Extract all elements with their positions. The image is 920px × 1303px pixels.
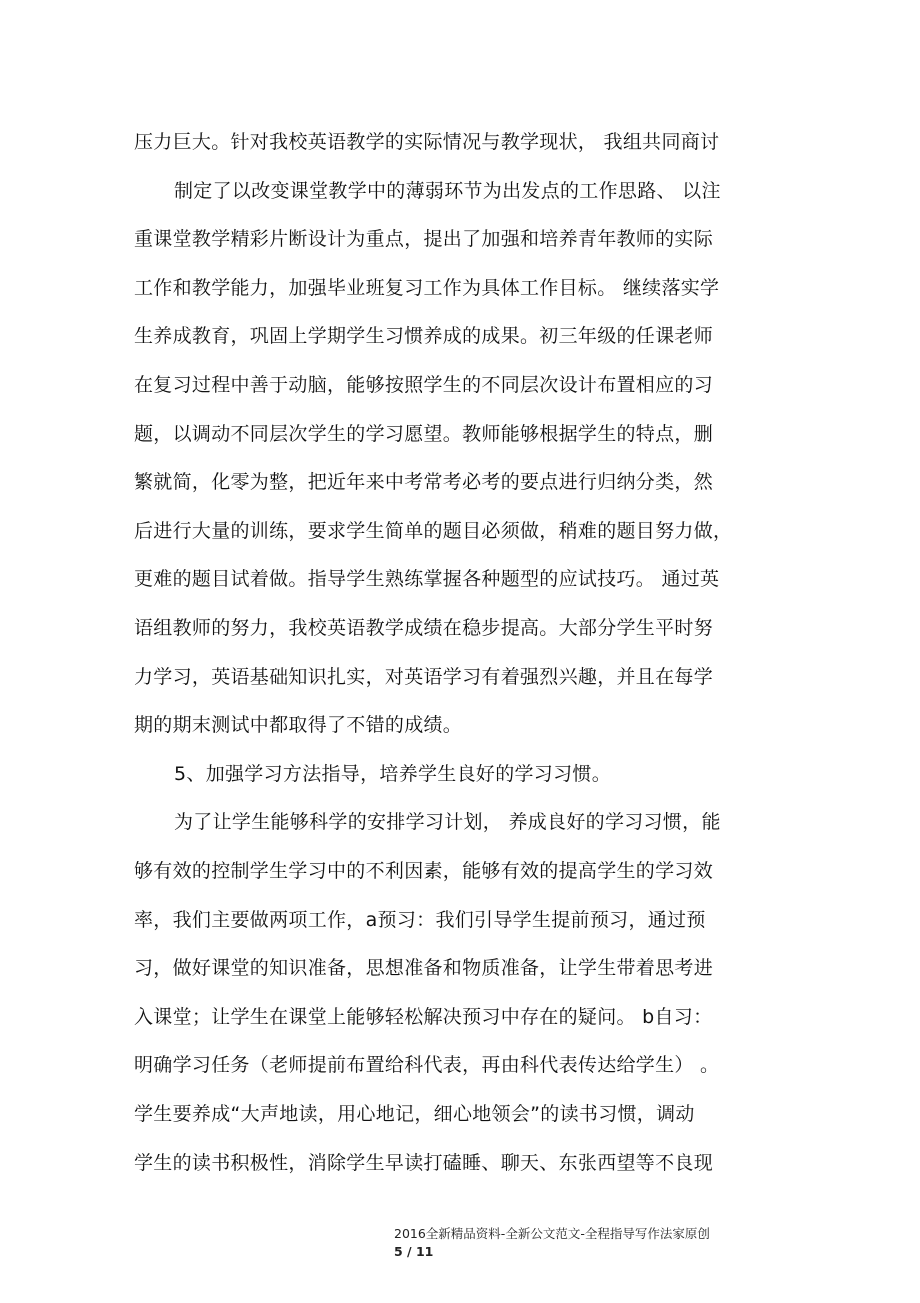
footer-source: 2016全新精品资料-全新公文范文-全程指导写作法家原创 <box>394 1226 710 1241</box>
text-line: 5、加强学习方法指导，培养学生良好的学习习惯。 <box>174 762 611 785</box>
text-line: 制定了以改变课堂教学中的薄弱环节为出发点的工作思路、 以注 <box>174 179 721 202</box>
text-line: 在复习过程中善于动脑，能够按照学生的不同层次设计布置相应的习 <box>134 374 714 396</box>
text-line: 后进行大量的训练，要求学生简单的题目必须做，稍难的题目努力做， <box>134 519 733 542</box>
text-line: 生养成教育，巩固上学期学生习惯养成的成果。初三年级的任课老师 <box>134 325 714 348</box>
text-line: 力学习，英语基础知识扎实，对英语学习有着强烈兴趣，并且在每学 <box>134 665 714 688</box>
text-line: 语组教师的努力，我校英语教学成绩在稳步提高。大部分学生平时努 <box>134 617 714 639</box>
text-line: 工作和教学能力，加强毕业班复习工作为具体工作目标。 继续落实学 <box>134 276 720 299</box>
text-line: 期的期末测试中都取得了不错的成绩。 <box>134 714 463 737</box>
text-line: 重课堂教学精彩片断设计为重点，提出了加强和培养青年教师的实际 <box>134 228 714 251</box>
text-line: 入课堂；让学生在课堂上能够轻松解决预习中存在的疑问。 b自习： <box>134 1005 713 1028</box>
text-line: 更难的题目试着做。指导学生熟练掌握各种题型的应试技巧。 通过英 <box>134 568 720 591</box>
text-line: 够有效的控制学生学习中的不利因素，能够有效的提高学生的学习效 <box>134 860 714 882</box>
text-line: 率，我们主要做两项工作，a预习：我们引导学生提前预习，通过预 <box>134 908 706 931</box>
text-line: 学生要养成“大声地读，用心地记，细心地领会”的读书习惯，调动 <box>134 1103 695 1125</box>
text-line: 习，做好课堂的知识准备，思想准备和物质准备，让学生带着思考进 <box>134 957 714 980</box>
text-line: 学生的读书积极性，消除学生早读打磕睡、聊天、东张西望等不良现 <box>134 1151 714 1174</box>
text-line: 题，以调动不同层次学生的学习愿望。教师能够根据学生的特点，删 <box>134 422 714 445</box>
text-line: 压力巨大。针对我校英语教学的实际情况与教学现状， 我组共同商讨 <box>134 131 720 153</box>
text-line: 明确学习任务（老师提前布置给科代表，再由科代表传达给学生） 。 <box>134 1054 720 1077</box>
text-line: 繁就简，化零为整，把近年来中考常考必考的要点进行归纳分类，然 <box>134 471 714 494</box>
text-line: 为了让学生能够科学的安排学习计划， 养成良好的学习习惯，能 <box>174 811 721 834</box>
footer-page-number: 5 / 11 <box>394 1244 434 1259</box>
